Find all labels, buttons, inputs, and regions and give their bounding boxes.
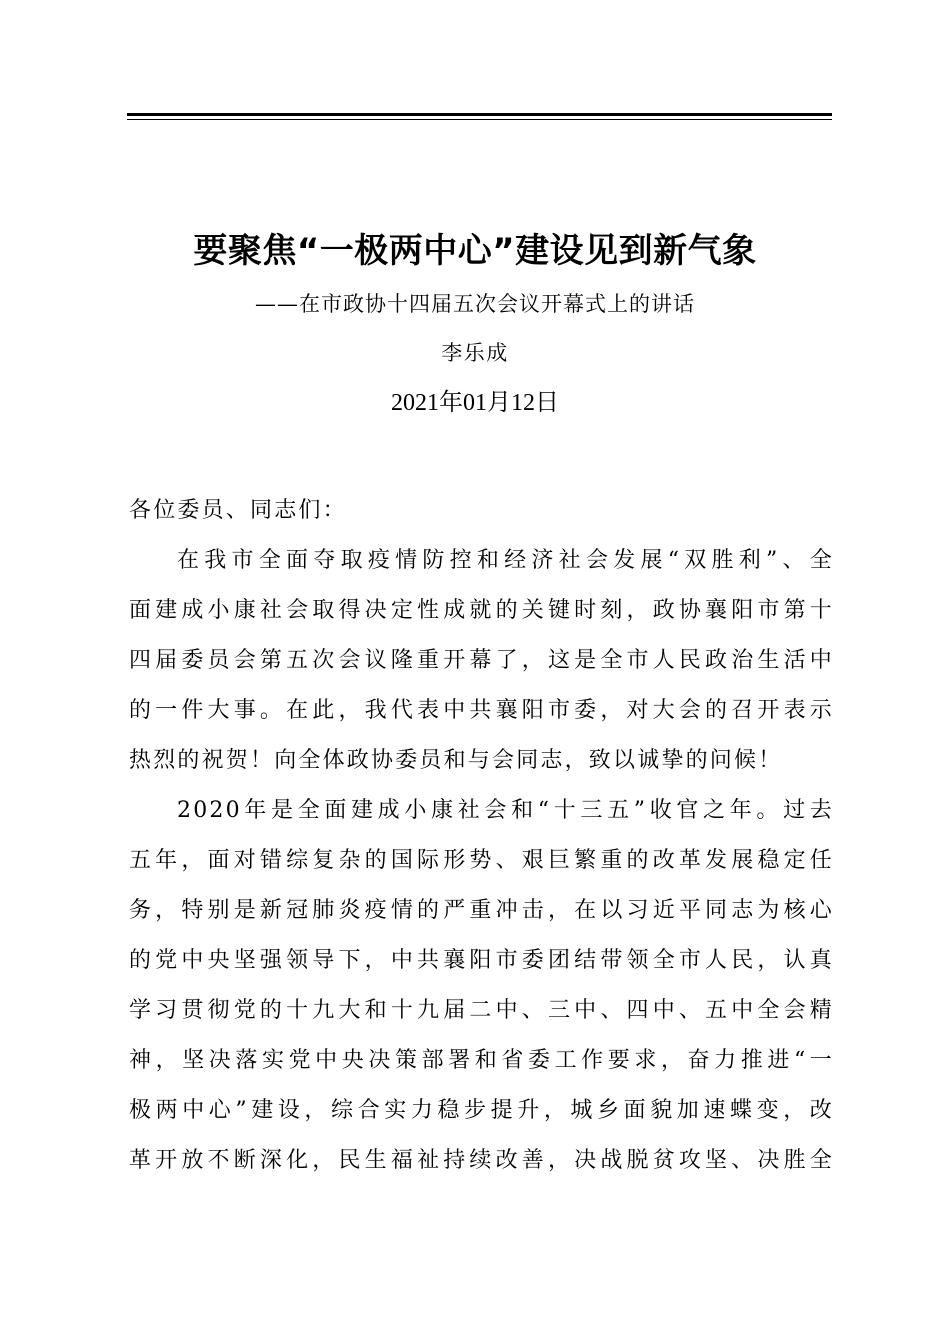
salutation: 各位委员、同志们： <box>129 498 347 523</box>
header-rule-thin <box>127 119 832 120</box>
paragraph-line: 神，坚决落实党中央决策部署和省委工作要求，奋力推进“一 <box>129 1048 834 1073</box>
paragraph-line: 学习贯彻党的十九大和十九届二中、三中、四中、五中全会精 <box>129 998 834 1023</box>
author-name: 李乐成 <box>441 341 509 365</box>
paragraph-line: 的党中央坚强领导下，中共襄阳市委团结带领全市人民，认真 <box>129 948 834 973</box>
paragraph-line: 革开放不断深化，民生福祉持续改善，决战脱贫攻坚、决胜全 <box>129 1148 834 1173</box>
paragraph-line: 面建成小康社会取得决定性成就的关键时刻，政协襄阳市第十 <box>129 598 834 623</box>
document-body <box>129 486 834 1186</box>
document-date: 2021年01月12日 <box>391 390 559 416</box>
paragraph-line: 2020年是全面建成小康社会和“十三五”收官之年。过去 <box>177 798 834 823</box>
header-rule-thick <box>127 113 832 116</box>
paragraph-2 <box>129 786 834 1186</box>
paragraph-line: 五年，面对错综复杂的国际形势、艰巨繁重的改革发展稳定任 <box>129 848 834 873</box>
document-title: 要聚焦“一极两中心”建设见到新气象 <box>193 231 757 271</box>
paragraph-line: 极两中心”建设，综合实力稳步提升，城乡面貌加速蝶变，改 <box>129 1098 834 1123</box>
paragraph-line: 的一件大事。在此，我代表中共襄阳市委，对大会的召开表示 <box>129 698 834 723</box>
paragraph-1 <box>129 536 834 786</box>
paragraph-line: 热烈的祝贺！向全体政协委员和与会同志，致以诚挚的问候！ <box>129 748 783 773</box>
paragraph-line: 在我市全面夺取疫情防控和经济社会发展“双胜利”、全 <box>177 548 834 573</box>
paragraph-line: 四届委员会第五次会议隆重开幕了，这是全市人民政治生活中 <box>129 648 834 673</box>
document-subtitle: ——在市政协十四届五次会议开幕式上的讲话 <box>255 292 695 316</box>
paragraph-line: 务，特别是新冠肺炎疫情的严重冲击，在以习近平同志为核心 <box>129 898 834 923</box>
